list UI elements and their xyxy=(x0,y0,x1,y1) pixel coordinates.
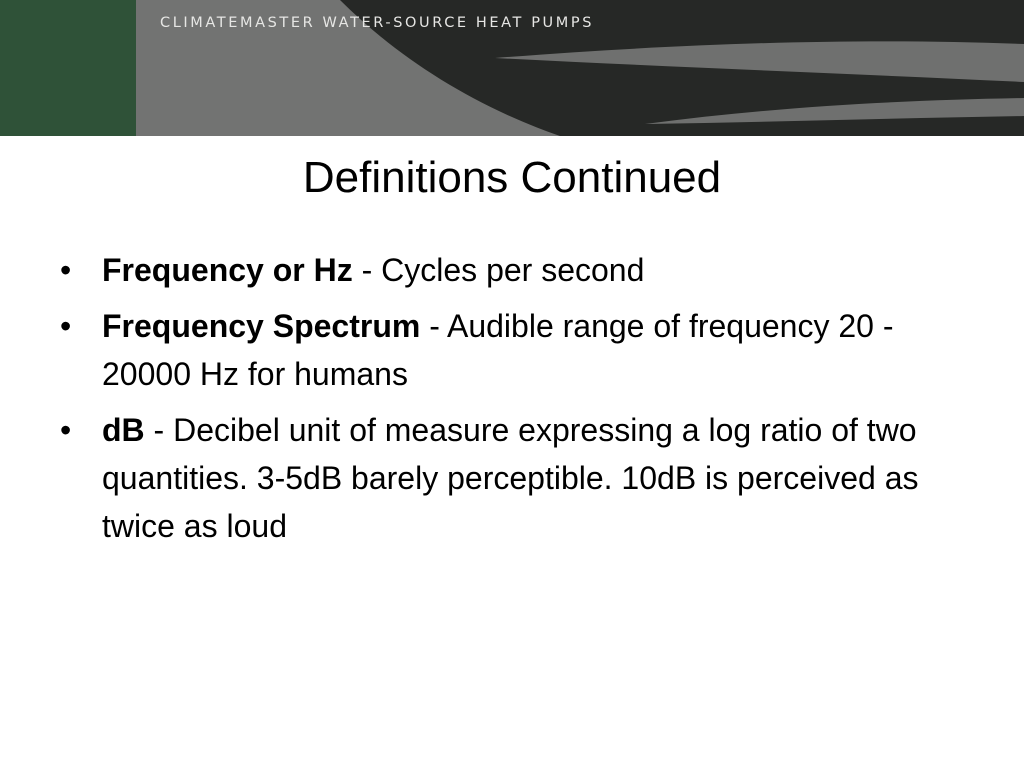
slide-title: Definitions Continued xyxy=(302,153,722,202)
bullet-item xyxy=(60,302,980,398)
bullet-term: Frequency or Hz xyxy=(102,252,353,288)
bullet-text: - Audible range of frequency 20 - 20000 Hz for humans xyxy=(102,308,894,392)
bullet-term: dB xyxy=(102,412,145,448)
bullet-text: - Decibel unit of measure expressing a log ratio of two quantities. 3-5dB barely perceptible. 10dB is perceived as twice as loud xyxy=(102,412,919,544)
bullet-item xyxy=(60,246,980,294)
bullet-marker: • xyxy=(60,252,72,288)
bullet-item xyxy=(60,406,980,550)
bullet-marker: • xyxy=(60,412,72,448)
header-banner xyxy=(0,0,1024,136)
bullet-text: - Cycles per second xyxy=(352,252,645,288)
bullet-term: Frequency Spectrum xyxy=(102,308,421,344)
bullet-marker: • xyxy=(60,308,72,344)
banner-green-block xyxy=(0,0,136,136)
definition-list xyxy=(60,246,980,558)
brand-name: CLIMATEMASTER WATER-SOURCE HEAT PUMPS xyxy=(160,15,595,31)
